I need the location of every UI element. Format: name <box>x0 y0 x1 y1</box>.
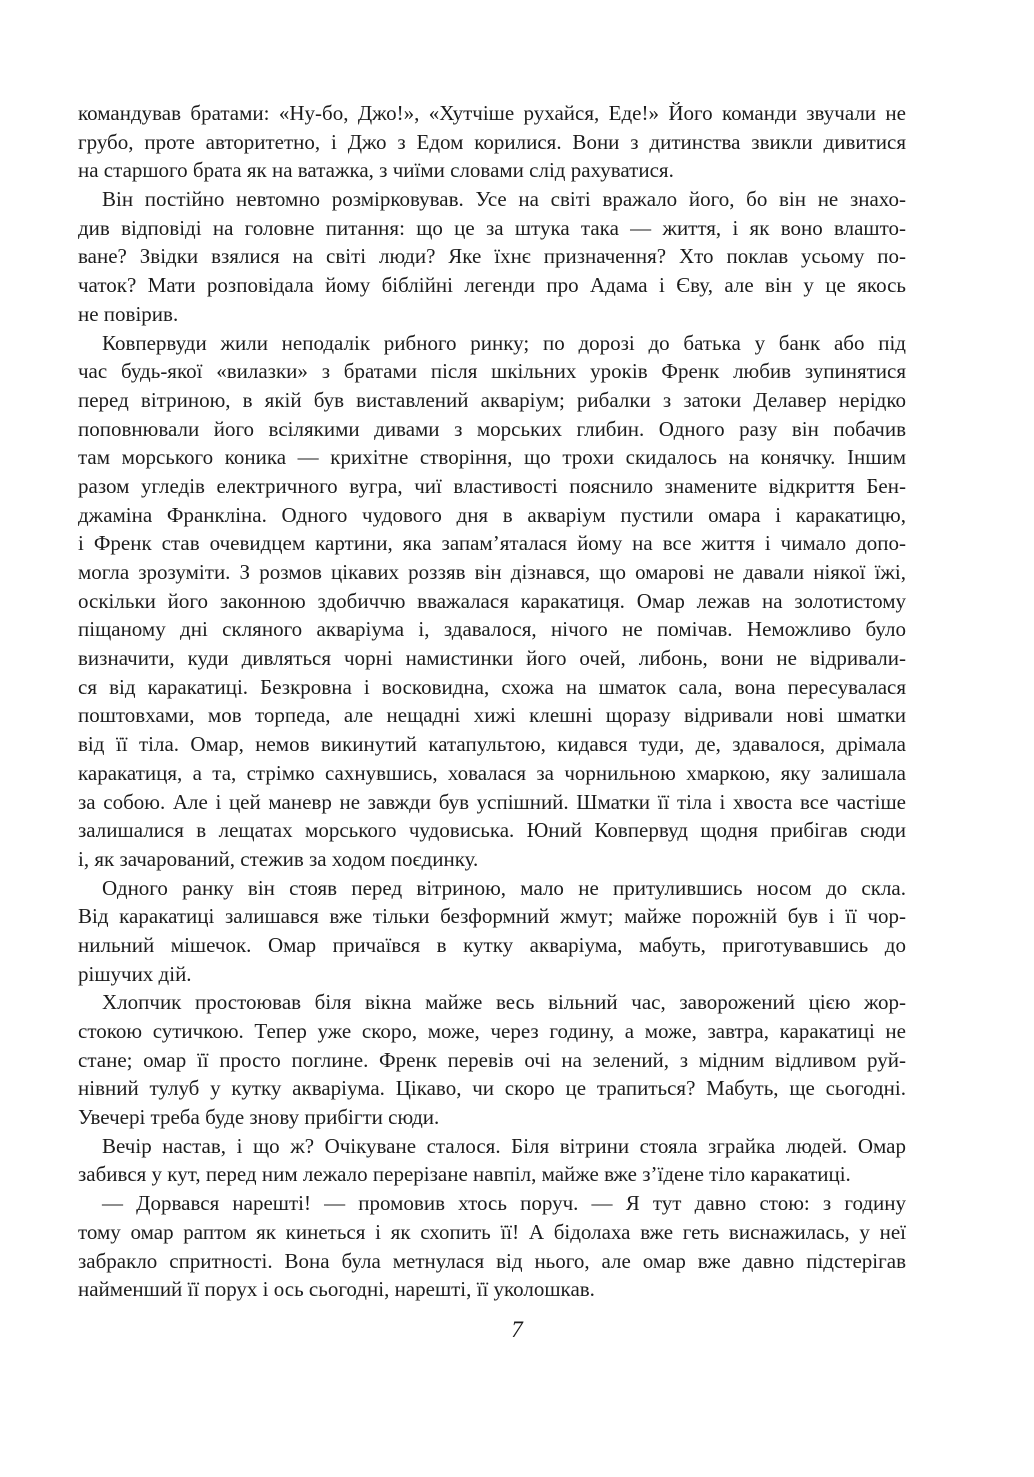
text-line: ване? Звідки взялися на світі люди? Яке їхнє призначення? Хто поклав усьому по- <box>78 244 906 269</box>
text-line: див відповіді на головне питання: що це за штука така — життя, і як воно влашто- <box>78 215 906 240</box>
page-number: 7 <box>511 1317 523 1342</box>
text-line: за собою. Але і цей маневр не завжди був успішний. Шматки її тіла і хвоста все частіше <box>78 789 906 814</box>
text-line: Одного ранку він стояв перед вітриною, мало не притулившись носом до скла. <box>102 875 906 900</box>
text-line: і Френк став очевидцем картини, яка запам’яталася йому на все життя і чимало допо- <box>78 531 906 556</box>
text-line: нівний тулуб у кутку акваріума. Цікаво, чи скоро це трапиться? Мабуть, ще сьогодні. <box>78 1076 906 1101</box>
text-line: оскільки його законною здобиччю вважалася каракатиця. Омар лежав на золотистому <box>78 588 906 613</box>
text-line: найменший її порух і ось сьогодні, нарешті, її уколошкав. <box>78 1277 595 1302</box>
text-line: разом угледів електричного вугра, чиї властивості пояснило знамените відкриття Бен- <box>78 473 906 498</box>
text-line: стокою сутичкою. Тепер уже скоро, може, через годину, а може, завтра, каракатиці не <box>78 1019 906 1043</box>
text-line: залишалися в лещатах морського чудовиська. Юний Ковпервуд щодня прибігав сюди <box>78 818 906 843</box>
text-line: від її тіла. Омар, немов викинутий катапультою, кидався туди, де, здавалося, дрімала <box>78 732 906 757</box>
text-line: грубо, проте авторитетно, і Джо з Едом корилися. Вони з дитинства звикли дивитися <box>78 129 906 154</box>
text-line: — Дорвався нарешті! — промовив хтось поруч. — Я тут давно стою: з годину <box>102 1191 906 1216</box>
text-line: забився у кут, перед ним лежало перерізане навпіл, майже вже з’їдене тіло каракатиці. <box>78 1162 851 1187</box>
text-line: забракло спритності. Вона була метнулася від нього, але омар вже давно підстерігав <box>78 1248 906 1273</box>
text-line: джаміна Франкліна. Одного чудового дня в акваріум пустили омара і каракатицю, <box>78 502 906 527</box>
paragraph <box>78 99 906 185</box>
text-line: тому омар раптом як кинеться і як схопить її! А бідолаха вже геть виснажилась, у неї <box>78 1219 906 1244</box>
text-line: могла зрозуміти. З розмов цікавих роззяв він дізнався, що омарові не давали ніякої їжі, <box>78 560 906 584</box>
text-line: каракатиця, а та, стрімко сахнувшись, ховалася за чорнильною хмаркою, яку залишала <box>78 760 906 785</box>
text-line: стане; омар її просто поглине. Френк перевів очі на зелений, з мідним відливом руй- <box>78 1047 906 1072</box>
text-line: час будь-якої «вилазки» з братами після шкільних уроків Френк любив зупинятися <box>78 359 906 384</box>
text-line: не повірив. <box>78 301 179 326</box>
text-line: поповнювали його всілякими дивами з морських глибин. Одного разу він побачив <box>78 416 906 441</box>
text-line: Він постійно невтомно розмірковував. Усе на світі вражало його, бо він не знахо- <box>102 187 906 212</box>
text-line: на старшого брата як на ватажка, з чиїми словами слід рахуватися. <box>78 158 674 183</box>
text-line: ся від каракатиці. Безкровна і восковидна, схожа на шматок сала, вона пересувалася <box>78 674 906 699</box>
paragraph <box>78 874 906 989</box>
text-line: нильний мішечок. Омар причаївся в кутку акваріума, мабуть, приготувавшись до <box>78 932 906 957</box>
page-text <box>78 99 906 1304</box>
text-line: піщаному дні скляного акваріума і, здавалося, нічого не помічав. Неможливо було <box>78 617 906 642</box>
text-line: чаток? Мати розповідала йому біблійні легенди про Адама і Єву, але він у це якось <box>78 273 906 298</box>
paragraph <box>78 185 906 328</box>
text-line: і, як зачарований, стежив за ходом поєдинку. <box>78 846 479 871</box>
paragraph <box>78 1189 906 1304</box>
body-text <box>78 99 906 1304</box>
text-line: Увечері треба буде знову прибігти сюди. <box>78 1105 440 1130</box>
text-line: командував братами: «Ну-бо, Джо!», «Хутчіше рухайся, Еде!» Його команди звучали не <box>78 101 906 125</box>
text-line: поштовхами, мов торпеда, але нещадні хижі клешні щоразу відривали нові шматки <box>78 703 906 728</box>
text-line: перед вітриною, в якій був виставлений акваріум; рибалки з затоки Делавер нерідко <box>78 387 906 412</box>
text-line: там морського коника — крихітне створіння, що трохи скидалось на конячку. Іншим <box>78 445 906 470</box>
text-line: Хлопчик простоював біля вікна майже весь вільний час, заворожений цією жор- <box>102 990 906 1015</box>
text-line: визначити, куди дивляться чорні намистинки його очей, либонь, вони не відривали- <box>78 646 906 671</box>
text-line: Вечір настав, і що ж? Очікуване сталося. Біля вітрини стояла зграйка людей. Омар <box>102 1133 906 1158</box>
text-line: рішучих дій. <box>78 961 192 986</box>
text-line: Від каракатиці залишався вже тільки безформний жмут; майже порожній був і її чор- <box>78 904 906 929</box>
paragraph <box>78 329 906 874</box>
paragraph <box>78 1132 906 1189</box>
text-line: Ковпервуди жили неподалік рибного ринку; по дорозі до батька у банк або під <box>102 330 906 355</box>
paragraph <box>78 988 906 1131</box>
